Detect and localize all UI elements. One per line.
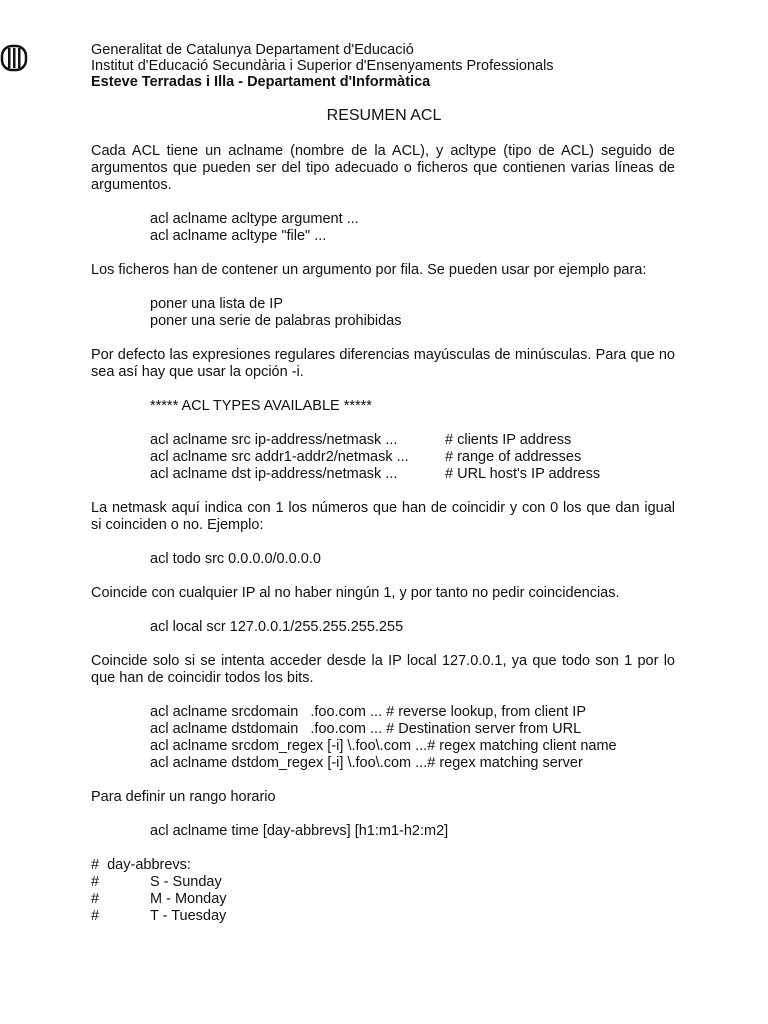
header-line-2: Institut d'Educació Secundària i Superior d'Ensenyaments Professionals bbox=[91, 58, 554, 74]
day-text: M - Monday bbox=[150, 891, 227, 907]
day-row bbox=[91, 874, 675, 891]
acl-type-command: acl aclname dst ip-address/netmask ... bbox=[150, 466, 398, 482]
paragraph: Coincide con cualquier IP al no haber ningún 1, y por tanto no pedir coincidencias. bbox=[91, 585, 620, 601]
day-text: S - Sunday bbox=[150, 874, 222, 890]
types-header: ***** ACL TYPES AVAILABLE ***** bbox=[150, 398, 372, 414]
day-text: T - Tuesday bbox=[150, 908, 227, 924]
code-line: acl todo src 0.0.0.0/0.0.0.0 bbox=[150, 551, 321, 567]
code-line: acl aclname acltype argument ... bbox=[150, 211, 359, 227]
header-line-1: Generalitat de Catalunya Departament d'Educació bbox=[91, 42, 414, 58]
generalitat-logo-icon bbox=[0, 44, 28, 72]
day-row bbox=[91, 908, 675, 925]
paragraph: Para definir un rango horario bbox=[91, 789, 276, 805]
acl-type-row bbox=[91, 466, 675, 483]
document-body bbox=[91, 143, 675, 925]
code-line: acl aclname srcdomain .foo.com ... # reverse lookup, from client IP bbox=[150, 704, 586, 720]
code-line: acl local scr 127.0.0.1/255.255.255.255 bbox=[150, 619, 404, 635]
header-line-3: Esteve Terradas i Illa - Departament d'Informàtica bbox=[91, 74, 431, 90]
list-item: poner una serie de palabras prohibidas bbox=[150, 313, 402, 329]
acl-type-comment: # range of addresses bbox=[445, 449, 582, 465]
acl-type-command: acl aclname src ip-address/netmask ... bbox=[150, 432, 398, 448]
day-hash: # bbox=[91, 891, 100, 907]
acl-type-comment: # clients IP address bbox=[445, 432, 572, 448]
acl-type-command: acl aclname src addr1-addr2/netmask ... bbox=[150, 449, 409, 465]
day-row bbox=[91, 891, 675, 908]
document-header bbox=[91, 42, 691, 90]
paragraph: Los ficheros han de contener un argumento por fila. Se pueden usar por ejemplo para: bbox=[91, 262, 647, 278]
code-line: acl aclname time [day-abbrevs] [h1:m1-h2:m2] bbox=[150, 823, 449, 839]
paragraph: Cada ACL tiene un aclname (nombre de la ACL), y acltype (tipo de ACL) seguido de argumentos que pueden ser del tipo adecuado o ficheros que contienen varias líneas de argumentos. bbox=[91, 143, 675, 193]
code-line: acl aclname srcdom_regex [-i] \.foo\.com ...# regex matching client name bbox=[150, 738, 617, 754]
acl-type-row bbox=[91, 432, 675, 449]
list-item: poner una lista de IP bbox=[150, 296, 284, 312]
paragraph: Coincide solo si se intenta acceder desde la IP local 127.0.0.1, ya que todo son 1 por lo que han de coincidir todos los bits. bbox=[91, 653, 675, 686]
days-header: # day-abbrevs: bbox=[91, 857, 191, 873]
code-line: acl aclname acltype "file" ... bbox=[150, 228, 327, 244]
page-title: RESUMEN ACL bbox=[326, 107, 442, 124]
paragraph: Por defecto las expresiones regulares diferencias mayúsculas de minúsculas. Para que no sea así hay que usar la opción -i. bbox=[91, 347, 675, 380]
code-line: acl aclname dstdomain .foo.com ... # Destination server from URL bbox=[150, 721, 582, 737]
day-hash: # bbox=[91, 908, 100, 924]
day-hash: # bbox=[91, 874, 100, 890]
acl-type-row bbox=[91, 449, 675, 466]
paragraph: La netmask aquí indica con 1 los números que han de coincidir y con 0 los que dan igual si coinciden o no. Ejemplo: bbox=[91, 500, 675, 533]
acl-type-comment: # URL host's IP address bbox=[445, 466, 601, 482]
code-line: acl aclname dstdom_regex [-i] \.foo\.com ...# regex matching server bbox=[150, 755, 583, 771]
